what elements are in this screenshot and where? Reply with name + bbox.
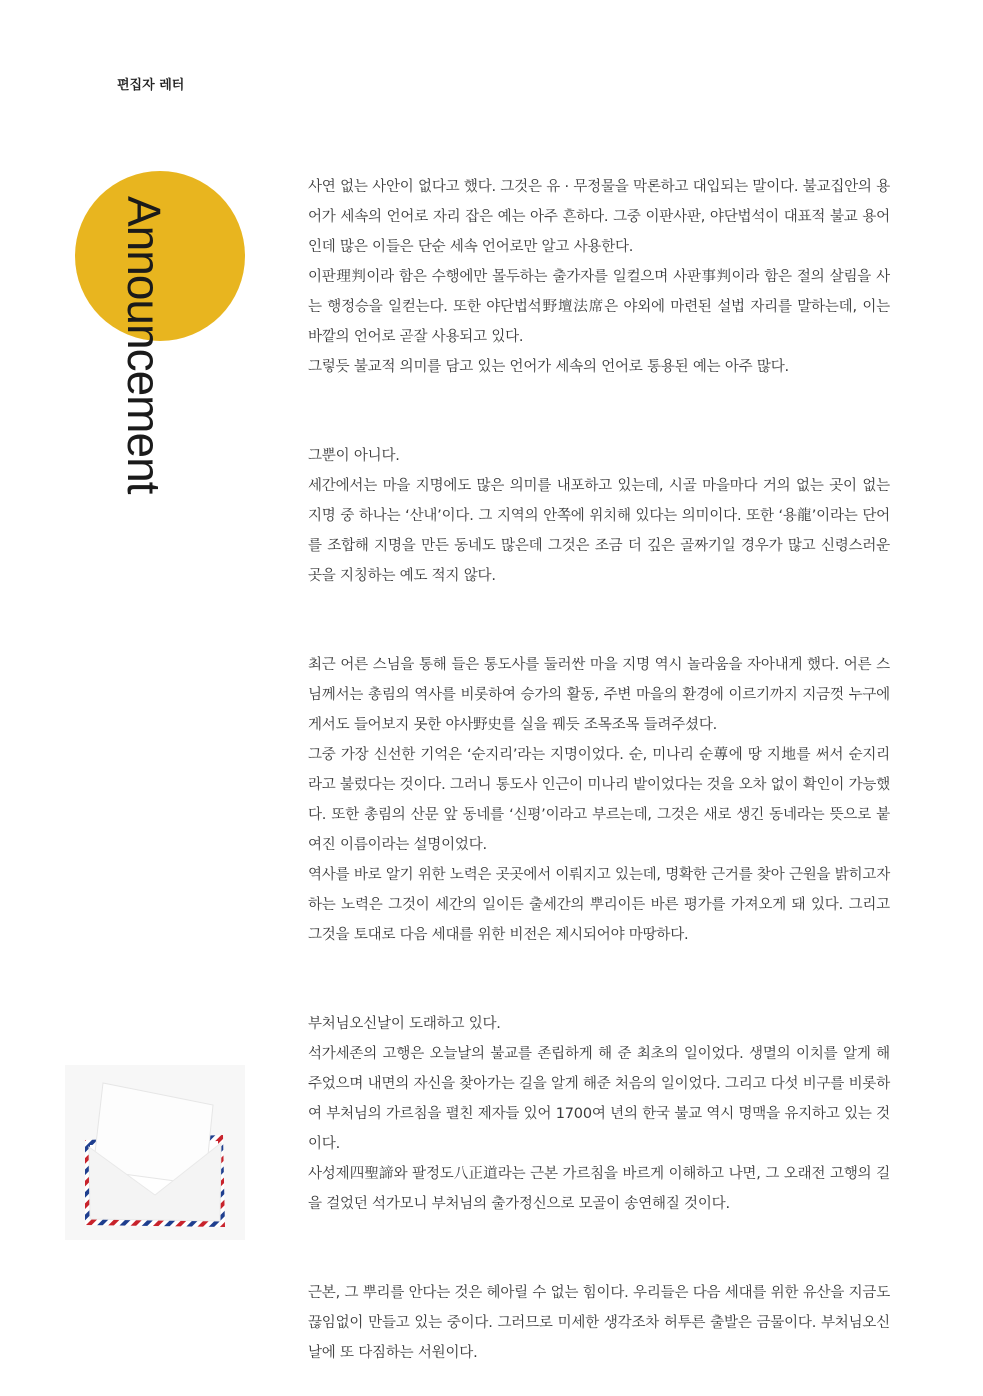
body-paragraph: 부처님오신날이 도래하고 있다. [308,1016,501,1032]
body-paragraph: 근본, 그 뿌리를 안다는 것은 헤아릴 수 없는 힘이다. 우리들은 다음 세대를 위한 유산을 지금도 끊임없이 만들고 있는 중이다. 그러므로 미세한 생각조차 허투른 출발은 금물이다. 부처님오신날에 또 다짐하는 서원이다. [308,1285,890,1361]
airmail-envelope-icon [65,1065,245,1240]
body-paragraph: 최근 어른 스님을 통해 들은 통도사를 둘러싼 마을 지명 역시 놀라움을 자아내게 했다. 어른 스님께서는 총림의 역사를 비롯하여 승가의 활동, 주변 마을의 환경에 이르기까지 지금껏 누구에게서도 들어보지 못한 야사野史를 실을 꿰듯 조목조목 들려주셨다. [308,657,890,733]
body-paragraph: 그렇듯 불교적 의미를 담고 있는 언어가 세속의 언어로 통용된 예는 아주 많다. [308,359,789,375]
body-paragraph: 그뿐이 아니다. [308,448,400,464]
letter-body [308,172,890,1368]
body-paragraph: 세간에서는 마을 지명에도 많은 의미를 내포하고 있는데, 시골 마을마다 거의 없는 곳이 없는 지명 중 하나는 ‘산내’이다. 그 지역의 안쪽에 위치해 있다는 의미이다. 또한 ‘용龍’이라는 단어를 조합해 지명을 만든 동네도 많은데 그것은 조금 더 깊은 골짜기일 경우가 많고 신령스러운 곳을 지칭하는 예도 적지 않다. [308,478,890,584]
body-paragraph: 역사를 바로 알기 위한 노력은 곳곳에서 이뤄지고 있는데, 명확한 근거를 찾아 근원을 밝히고자 하는 노력은 그것이 세간의 일이든 출세간의 뿌리이든 바른 평가를 가져오게 돼 있다. 그리고 그것을 토대로 다음 세대를 위한 비전은 제시되어야 마땅하다. [308,867,890,943]
paragraph-gap [308,606,890,636]
body-paragraph: 그중 가장 신선한 기억은 ‘순지리’라는 지명이었다. 순, 미나리 순蓴에 땅 지地를 써서 순지리라고 불렀다는 것이다. 그러니 통도사 인근이 미나리 밭이었다는 것을 오차 없이 확인이 가능했다. 또한 총림의 산문 앞 동네를 ‘신평’이라고 부르는데, 그것은 새로 생긴 동네라는 뜻으로 붙여진 이름이라는 설명이었다. [308,747,890,853]
body-paragraph: 사성제四聖諦와 팔정도八正道라는 근본 가르침을 바르게 이해하고 나면, 그 오래전 고행의 길을 걸었던 석가모니 부처님의 출가정신으로 모골이 송연해질 것이다. [308,1166,890,1212]
body-paragraph: 사연 없는 사안이 없다고 했다. 그것은 유 · 무정물을 막론하고 대입되는 말이다. 불교집안의 용어가 세속의 언어로 자리 잡은 예는 아주 흔하다. 그중 이판사판, 야단법석이 대표적 불교 용어인데 많은 이들은 단순 세속 언어로만 알고 사용한다. [308,179,890,255]
body-paragraph: 이판理判이라 함은 수행에만 몰두하는 출가자를 일컬으며 사판事判이라 함은 절의 살림을 사는 행정승을 일컫는다. 또한 야단법석野壇法席은 야외에 마련된 설법 자리를 말하는데, 이는 바깥의 언어로 곧잘 사용되고 있다. [308,269,890,345]
paragraph-gap [308,965,890,995]
section-label: 편집자 레터 [117,78,185,93]
body-paragraph: 석가세존의 고행은 오늘날의 불교를 존립하게 해 준 최초의 일이었다. 생멸의 이치를 알게 해 주었으며 내면의 자신을 찾아가는 길을 알게 해준 처음의 일이었다. 그리고 다섯 비구를 비롯하여 부처님의 가르침을 펼친 제자들 있어 1700여 년의 한국 불교 역시 명맥을 유지하고 있는 것이다. [308,1046,890,1152]
paragraph-gap [308,397,890,427]
page-title: Announcement [118,196,170,494]
paragraph-gap [308,1234,890,1264]
